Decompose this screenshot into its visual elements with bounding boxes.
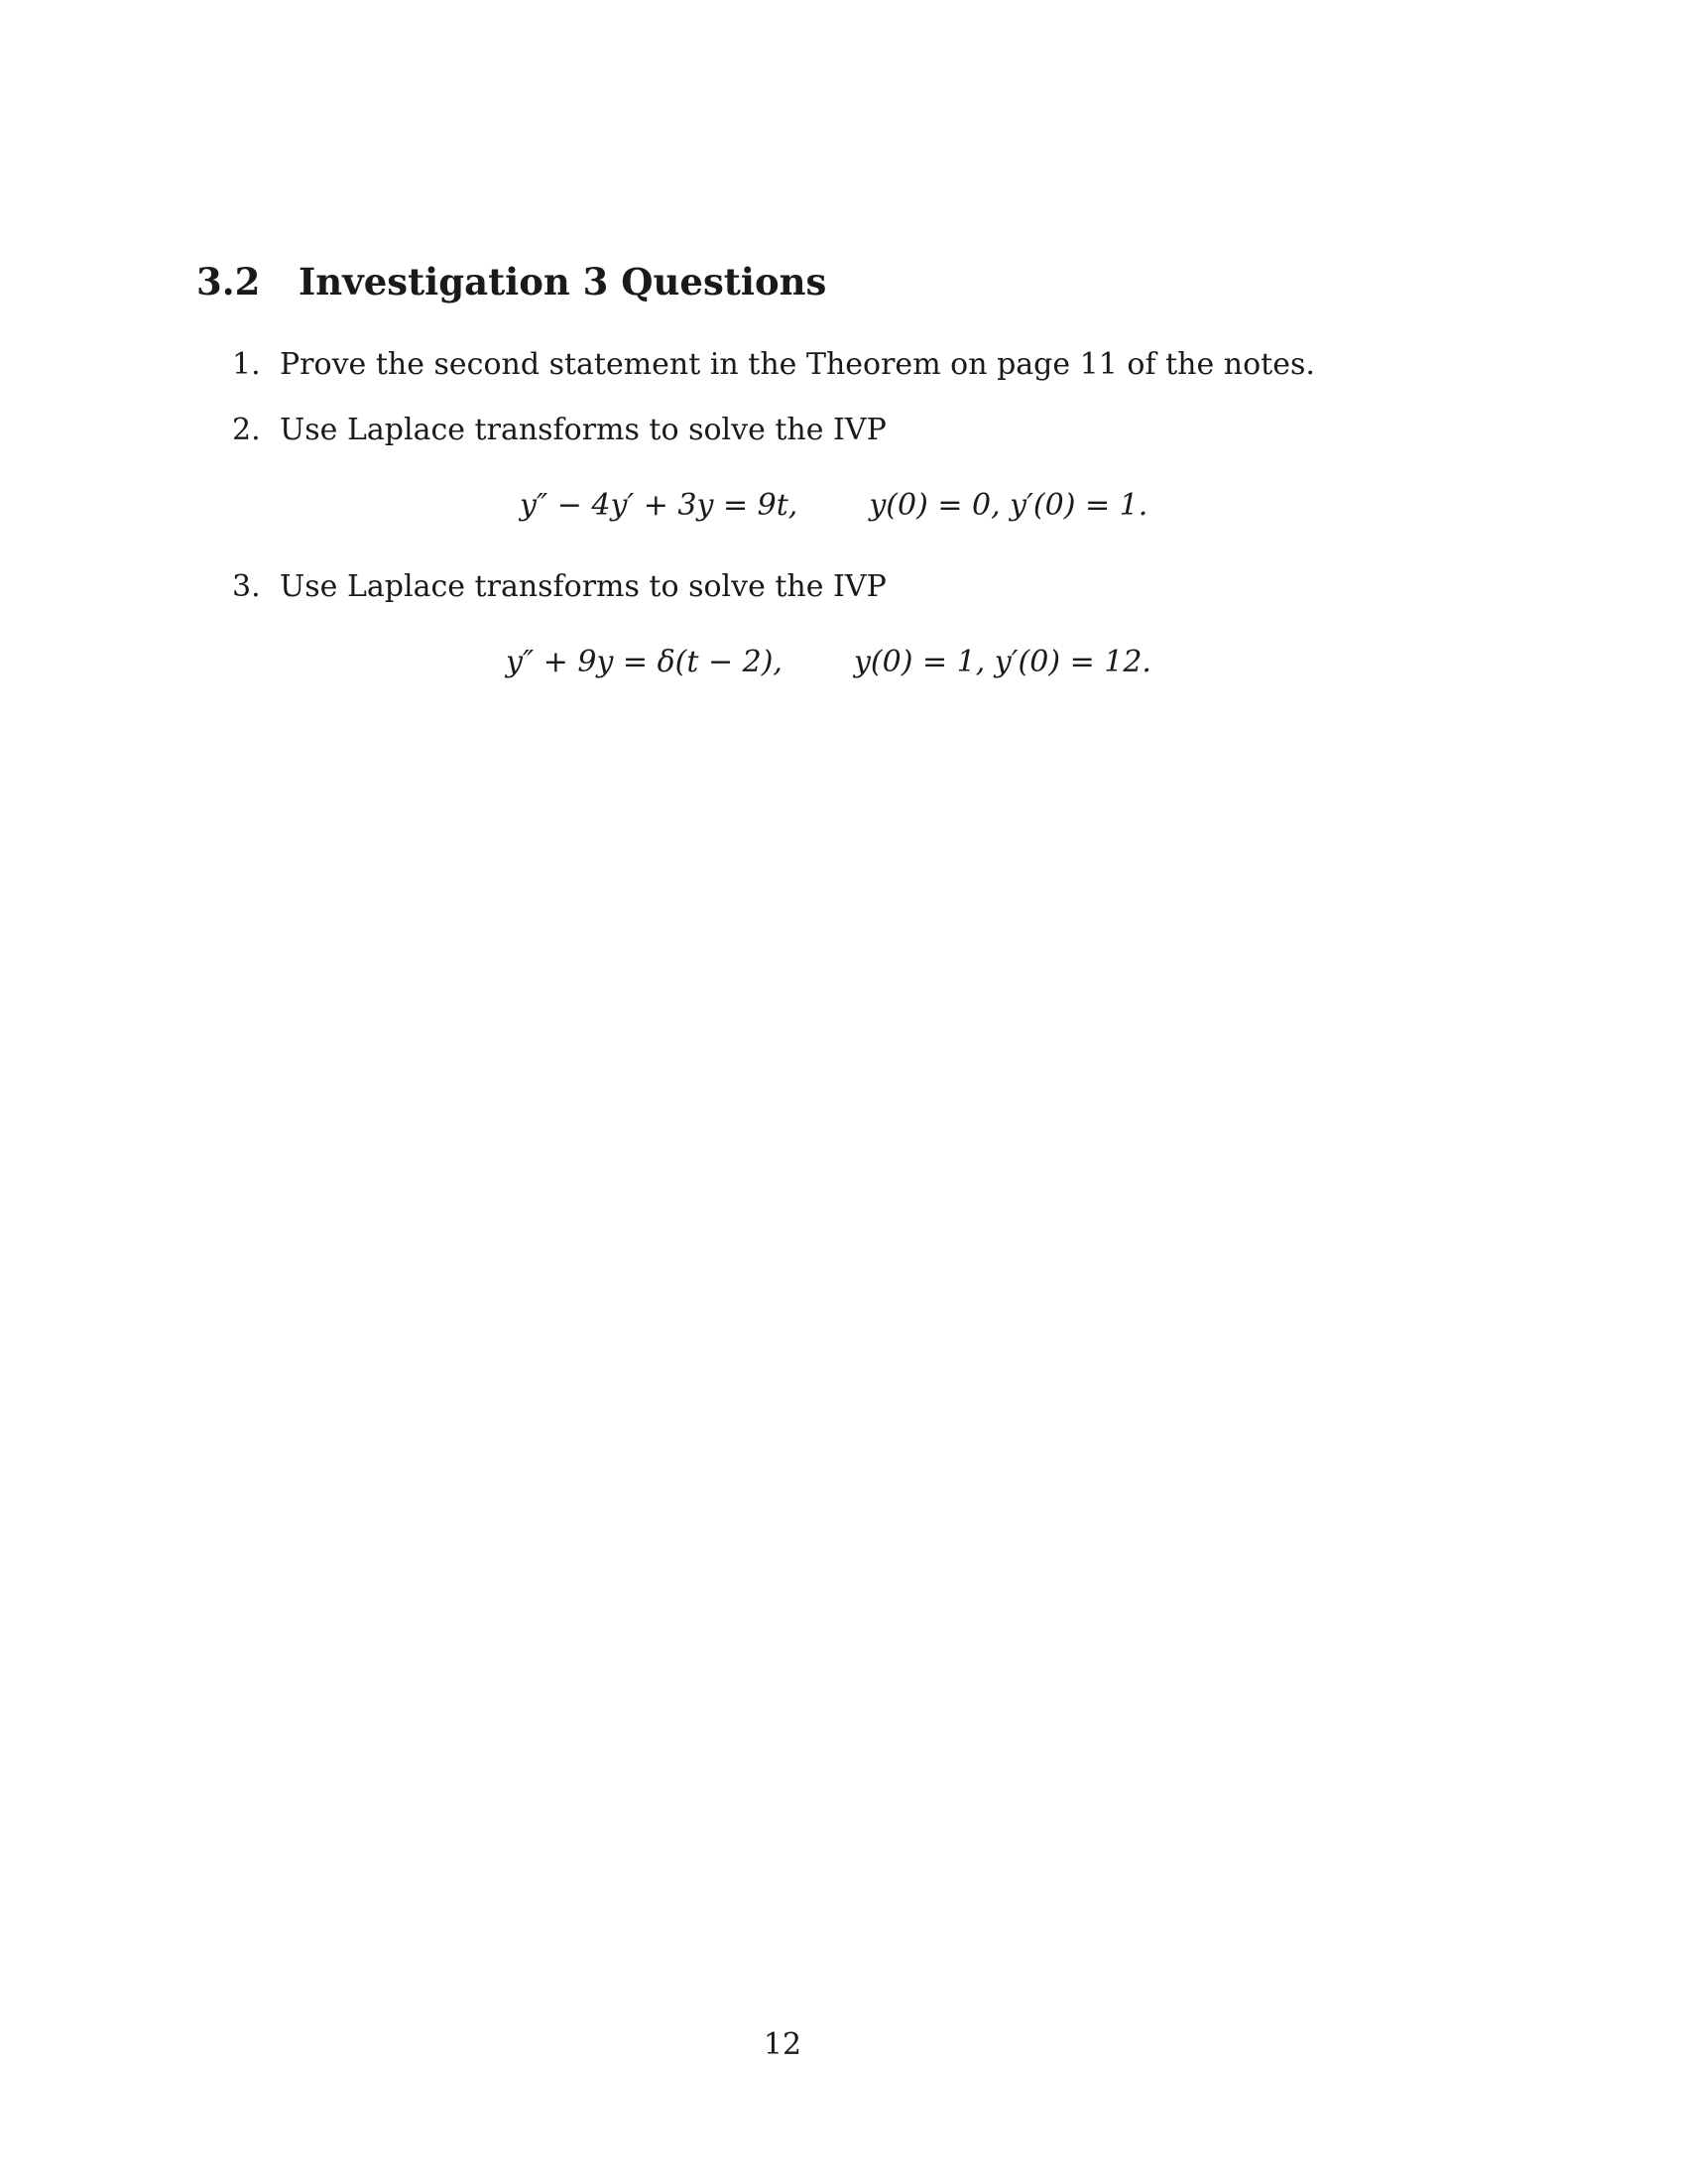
section-heading bbox=[196, 260, 826, 303]
display-equation-3 bbox=[506, 645, 1151, 679]
question-item-2 bbox=[232, 413, 887, 447]
equation-lhs: y″ + 9y = δ(t − 2), bbox=[506, 645, 783, 679]
question-text: Use Laplace transforms to solve the IVP bbox=[280, 413, 887, 447]
display-equation-2 bbox=[520, 488, 1147, 523]
equation-lhs: y″ − 4y′ + 3y = 9t, bbox=[520, 488, 798, 523]
page-number: 12 bbox=[763, 2027, 802, 2062]
list-marker: 2. bbox=[232, 413, 261, 447]
list-marker: 1. bbox=[232, 347, 261, 382]
question-item-3 bbox=[232, 569, 887, 604]
equation-initial-conditions: y(0) = 0, y′(0) = 1. bbox=[869, 488, 1148, 523]
question-text: Prove the second statement in the Theorem on page 11 of the notes. bbox=[280, 347, 1315, 382]
equation-initial-conditions: y(0) = 1, y′(0) = 12. bbox=[853, 645, 1151, 679]
section-title: Investigation 3 Questions bbox=[299, 260, 827, 303]
section-number: 3.2 bbox=[196, 260, 261, 303]
list-marker: 3. bbox=[232, 569, 261, 604]
question-text: Use Laplace transforms to solve the IVP bbox=[280, 569, 887, 604]
question-item-1 bbox=[232, 347, 1315, 382]
